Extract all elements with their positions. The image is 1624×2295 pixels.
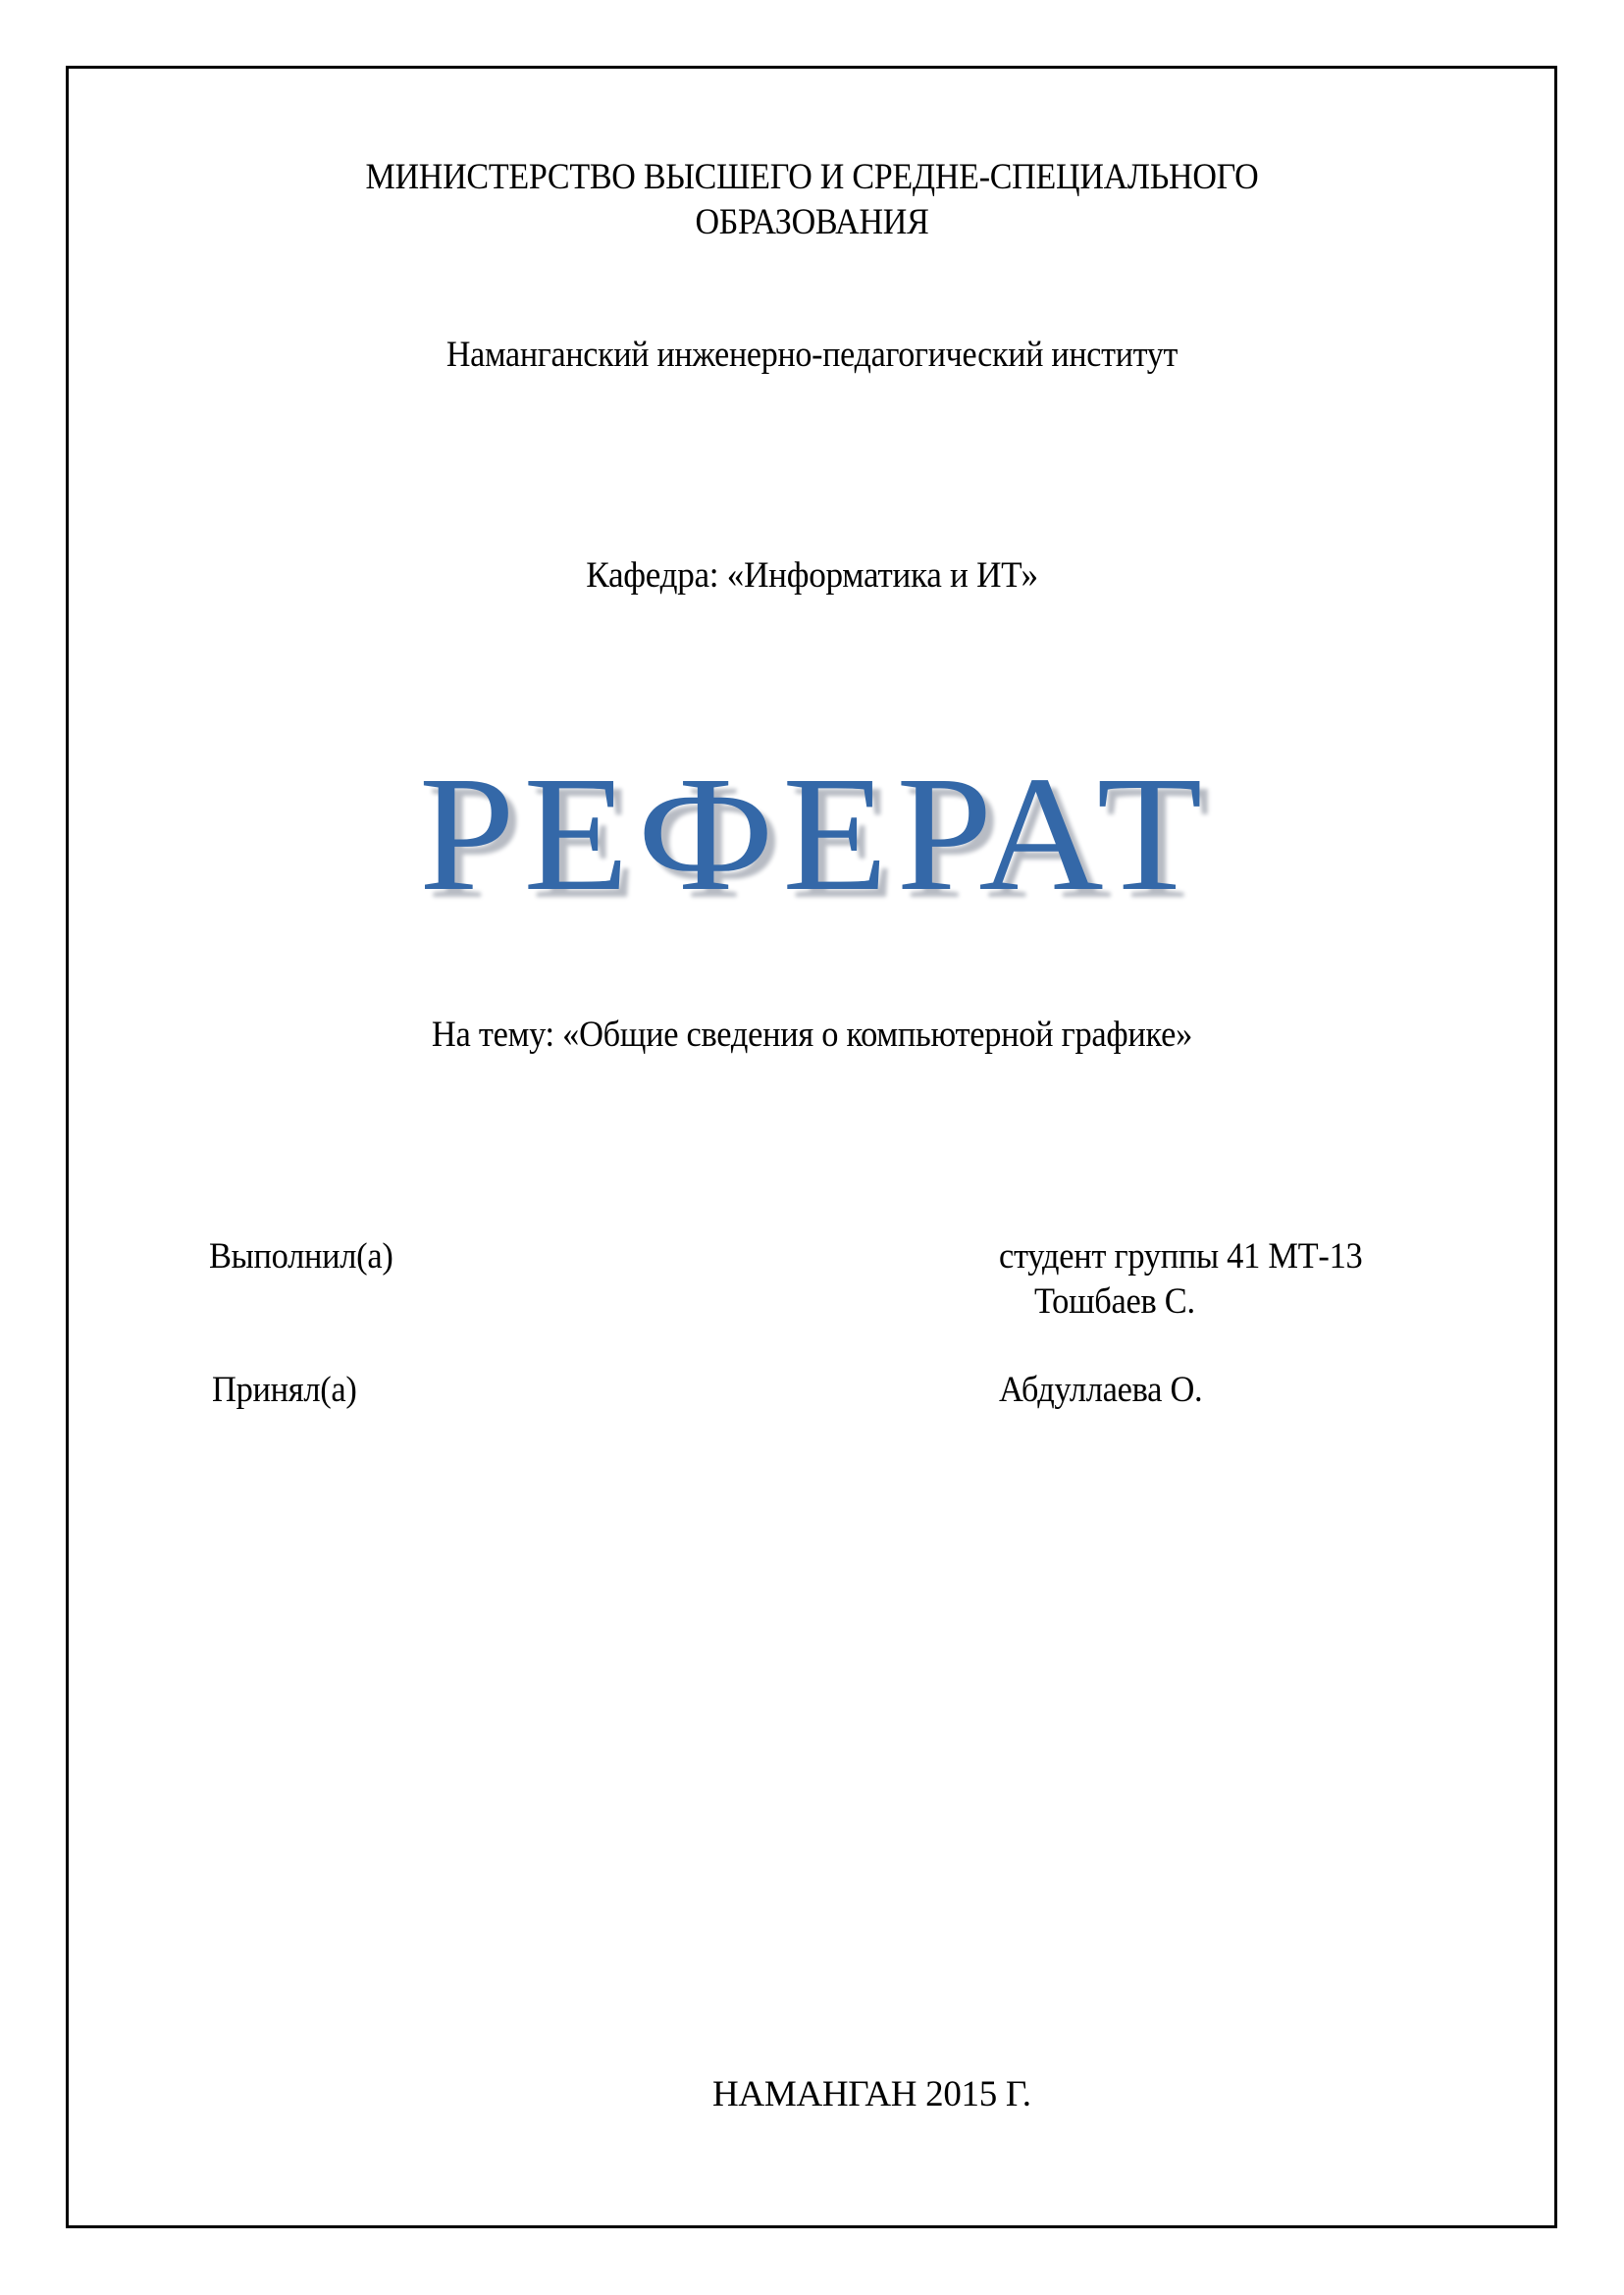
topic-line: На тему: «Общие сведения о компьютерной графике»	[431, 1015, 1193, 1055]
referat-title-image	[363, 716, 1266, 952]
ministry-line-1: МИНИСТЕРСТВО ВЫСШЕГО И СРЕДНЕ-СПЕЦИАЛЬНОГО	[365, 157, 1259, 197]
teacher-name: Абдуллаева О.	[999, 1370, 1203, 1410]
institute-name: Наманганский инженерно-педагогический институт	[445, 335, 1179, 375]
department-name: Кафедра: «Информатика и ИТ»	[586, 555, 1038, 596]
student-name: Тошбаев С.	[1034, 1281, 1195, 1322]
ministry-line-2: ОБРАЗОВАНИЯ	[695, 202, 929, 242]
accepted-by-label: Принял(а)	[212, 1370, 357, 1410]
ministry-heading	[65, 155, 1559, 245]
city-year: НАМАНГАН 2015 Г.	[712, 2074, 1031, 2114]
student-group: студент группы 41 МТ-13	[999, 1236, 1363, 1277]
page-border-frame	[66, 66, 1557, 2228]
completed-by-label: Выполнил(а)	[209, 1236, 393, 1277]
referat-title-text: РЕФЕРАТ	[418, 743, 1211, 925]
